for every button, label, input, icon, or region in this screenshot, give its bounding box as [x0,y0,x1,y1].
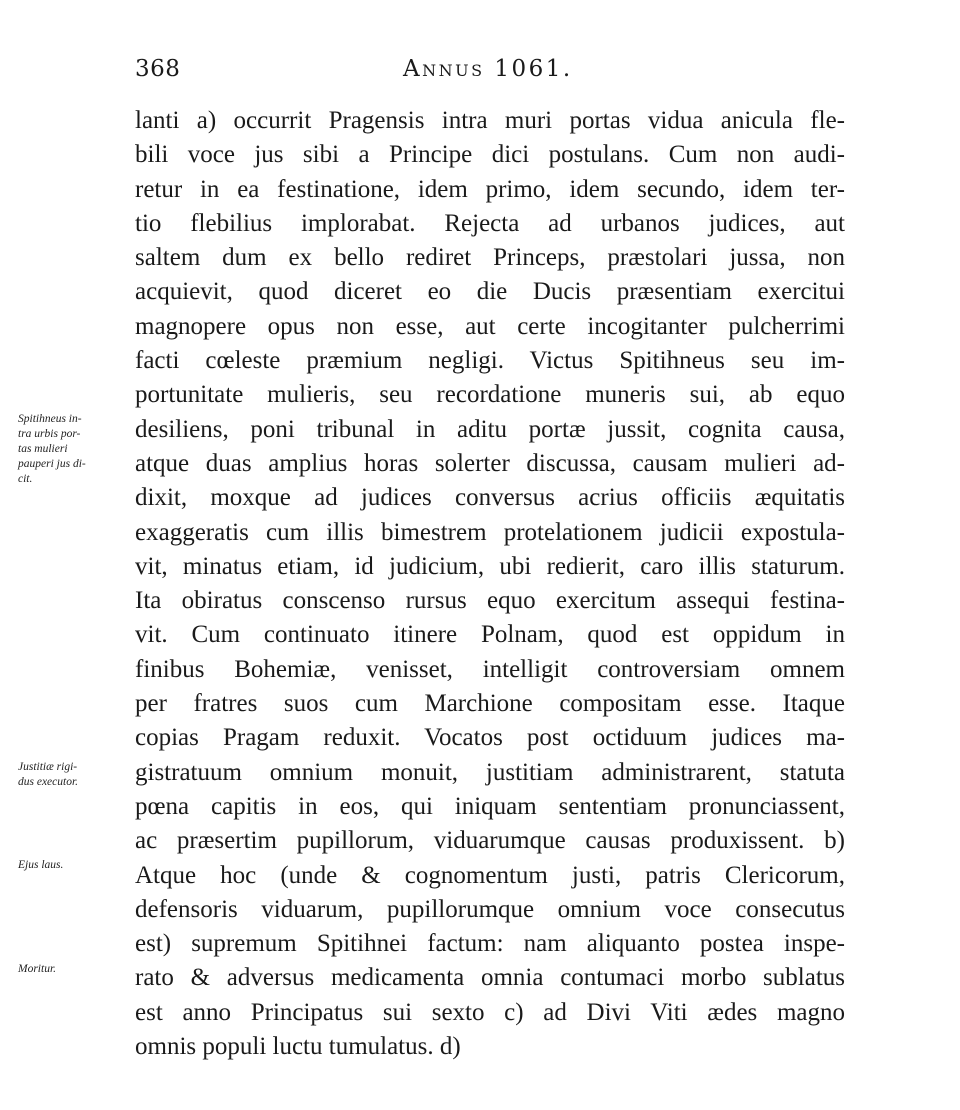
margin-note-tribunal [18,412,130,487]
text-line: omnis populi luctu tumulatus. d) [135,1033,461,1061]
text-line: Ita obiratus conscenso rursus equo exercitum assequi festina- [135,587,845,615]
text-line: magnopere opus non esse, aut certe incogitanter pulcherrimi [135,312,845,340]
text-line: pœna capitis in eos, qui iniquam sententiam pronunciassent, [135,792,845,820]
text-line: defensoris viduarum, pupillorumque omnium voce consecutus [135,895,845,923]
margin-note-line: dus executor. [18,776,79,788]
text-line: ac præsertim pupillorum, viduarumque causas produxissent. b) [135,827,845,855]
text-line: copias Pragam reduxit. Vocatos post octiduum judices ma- [135,724,845,752]
text-line: vit, minatus etiam, id judicium, ubi redierit, caro illis staturum. [135,552,845,580]
margin-note-line: Justitiæ rigi- [18,761,78,773]
body-text [135,104,845,1064]
margin-note-line: tra urbis por- [18,428,81,440]
margin-note-line: Moritur. [18,963,57,975]
text-line: est) supremum Spitihnei factum: nam aliquanto postea inspe- [135,930,845,958]
text-line: Atque hoc (unde & cognomentum justi, patris Clericorum, [135,861,845,889]
text-line: gistratuum omnium monuit, justitiam administrarent, statuta [135,758,845,786]
margin-note-line: pauperi jus di- [18,458,86,470]
text-line: per fratres suos cum Marchione compositam esse. Itaque [135,690,845,718]
text-line: rato & adversus medicamenta omnia contumaci morbo sublatus [135,964,845,992]
text-line: acquievit, quod diceret eo die Ducis præsentiam exercitui [135,278,845,306]
margin-note-death [18,962,130,977]
page-header [135,56,835,90]
text-line: atque duas amplius horas solerter discussa, causam mulieri ad- [135,449,845,477]
margin-note-line: Ejus laus. [18,859,64,871]
margin-note-praise [18,858,130,873]
text-line: tio flebilius implorabat. Rejecta ad urbanos judices, aut [135,209,845,237]
text-line: vit. Cum continuato itinere Polnam, quod est oppidum in [135,621,845,649]
text-line: dixit, moxque ad judices conversus acrius officiis æquitatis [135,484,845,512]
margin-note-line: tas mulieri [18,443,68,455]
running-head: Annus 1061. [403,56,573,82]
text-line: finibus Bohemiæ, venisset, intelligit controversiam omnem [135,655,845,683]
text-line: est anno Principatus sui sexto c) ad Divi Viti ædes magno [135,998,845,1026]
margin-note-line: Spitihneus in- [18,413,82,425]
text-line: exaggeratis cum illis bimestrem protelationem judicii expostula- [135,518,845,546]
text-line: bili voce jus sibi a Principe dici postulans. Cum non audi- [135,141,845,169]
text-line: saltem dum ex bello rediret Princeps, præstolari jussa, non [135,244,845,272]
text-line: desiliens, poni tribunal in aditu portæ jussit, cognita causa, [135,415,845,443]
text-line: retur in ea festinatione, idem primo, idem secundo, idem ter- [135,175,845,203]
margin-note-line: cit. [18,473,33,485]
page-number: 368 [135,56,181,82]
text-line: facti cœleste præmium negligi. Victus Spitihneus seu im- [135,347,845,375]
text-line: lanti a) occurrit Pragensis intra muri portas vidua anicula fle- [135,107,845,134]
text-line: portunitate mulieris, seu recordatione muneris sui, ab equo [135,381,845,409]
margin-note-justice [18,760,130,790]
